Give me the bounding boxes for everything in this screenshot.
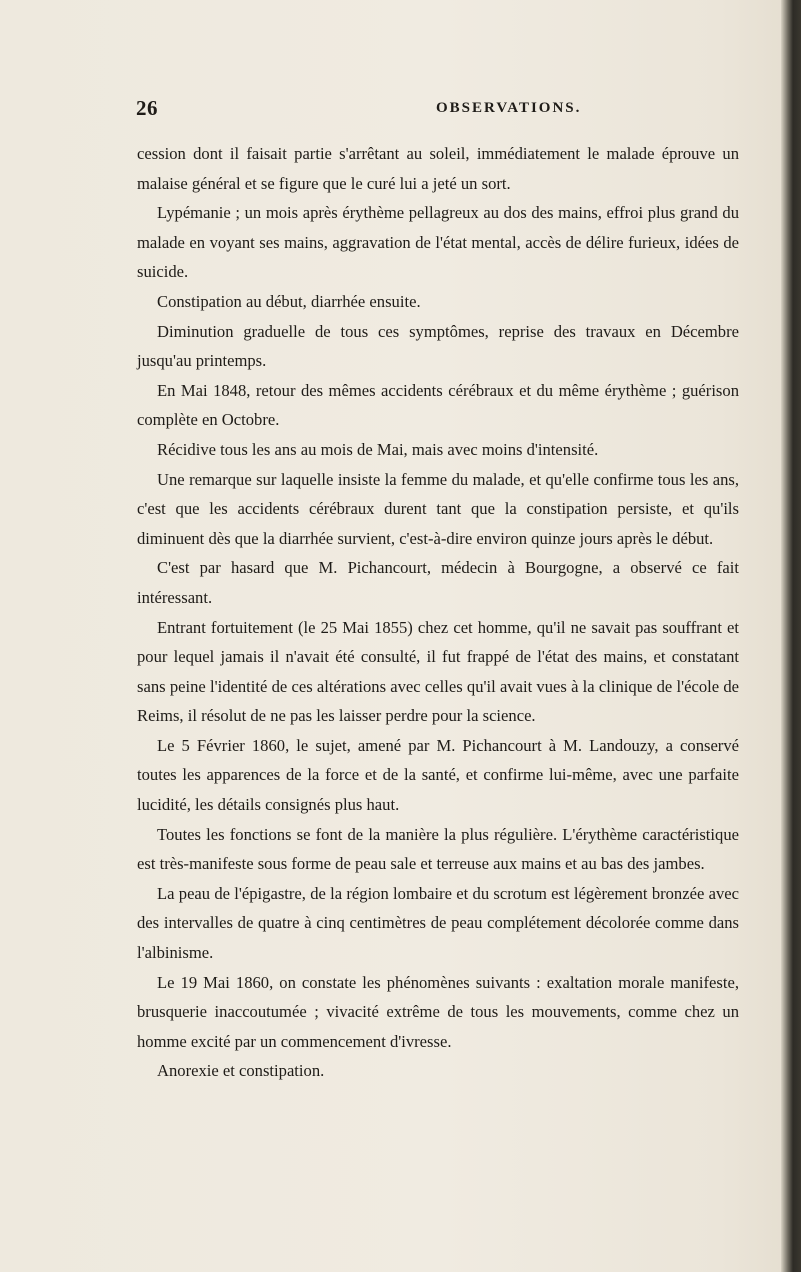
paragraph: Toutes les fonctions se font de la manière la plus régulière. L'érythème caractéristique est très-manifeste sous forme de peau sale et terreuse aux mains et au bas des jambes. — [137, 824, 739, 874]
paragraph: Une remarque sur laquelle insiste la femme du malade, et qu'elle confirme tous les ans, c'est que les accidents cérébraux durent tant que la constipation persiste, et qu'ils diminuent dès que la diarrhée survient, c'est-à-dire environ quinze jours après le début. — [137, 469, 739, 548]
paragraph: Entrant fortuitement (le 25 Mai 1855) chez cet homme, qu'il ne savait pas souffrant et pour lequel jamais il n'avait été consulté, il fut frappé de l'état des mains, et constatant sans peine l'identité de ces altérations avec celles qu'il avait vues à la clinique de l'école de Reims, il résolut de ne pas les laisser perdre pour la science. — [137, 617, 739, 726]
paragraph: En Mai 1848, retour des mêmes accidents cérébraux et du même érythème ; guérison complète en Octobre. — [137, 380, 739, 430]
paragraph: Constipation au début, diarrhée ensuite. — [157, 291, 421, 311]
paragraph: La peau de l'épigastre, de la région lombaire et du scrotum est légèrement bronzée avec des intervalles de quatre à cinq centimètres de peau complétement décolorée comme dans l'albinisme. — [137, 883, 739, 963]
paragraph: Lypémanie ; un mois après érythème pellagreux au dos des mains, effroi plus grand du malade en voyant ses mains, aggravation de l'état mental, accès de délire furieux, idées de suicide. — [137, 203, 739, 282]
paragraph: Récidive tous les ans au mois de Mai, mais avec moins d'intensité. — [157, 439, 599, 459]
page-edge-shadow — [781, 0, 801, 1272]
paragraph: C'est par hasard que M. Pichancourt, médecin à Bourgogne, a observé ce fait intéressant. — [137, 558, 739, 607]
paragraph: Anorexie et constipation. — [157, 1061, 325, 1081]
paragraph: cession dont il faisait partie s'arrêtant au soleil, immédiatement le malade éprouve un malaise général et se figure que le curé lui a jeté un sort. — [137, 144, 739, 193]
body-text — [137, 139, 739, 1086]
paragraph: Diminution graduelle de tous ces symptômes, reprise des travaux en Décembre jusqu'au printemps. — [137, 321, 739, 371]
page-number: 26 — [136, 96, 158, 120]
paragraph: Le 5 Février 1860, le sujet, amené par M. Pichancourt à M. Landouzy, a conservé toutes les apparences de la force et de la santé, et confirme lui-même, avec une parfaite lucidité, les détails consignés plus haut. — [137, 735, 739, 815]
running-head: OBSERVATIONS. — [436, 100, 582, 116]
paragraph: Le 19 Mai 1860, on constate les phénomènes suivants : exaltation morale manifeste, brusquerie inaccoutumée ; vivacité extrême de tous les mouvements, comme chez un homme excité par un commencement d'ivresse. — [137, 972, 739, 1051]
page-header — [136, 96, 736, 122]
